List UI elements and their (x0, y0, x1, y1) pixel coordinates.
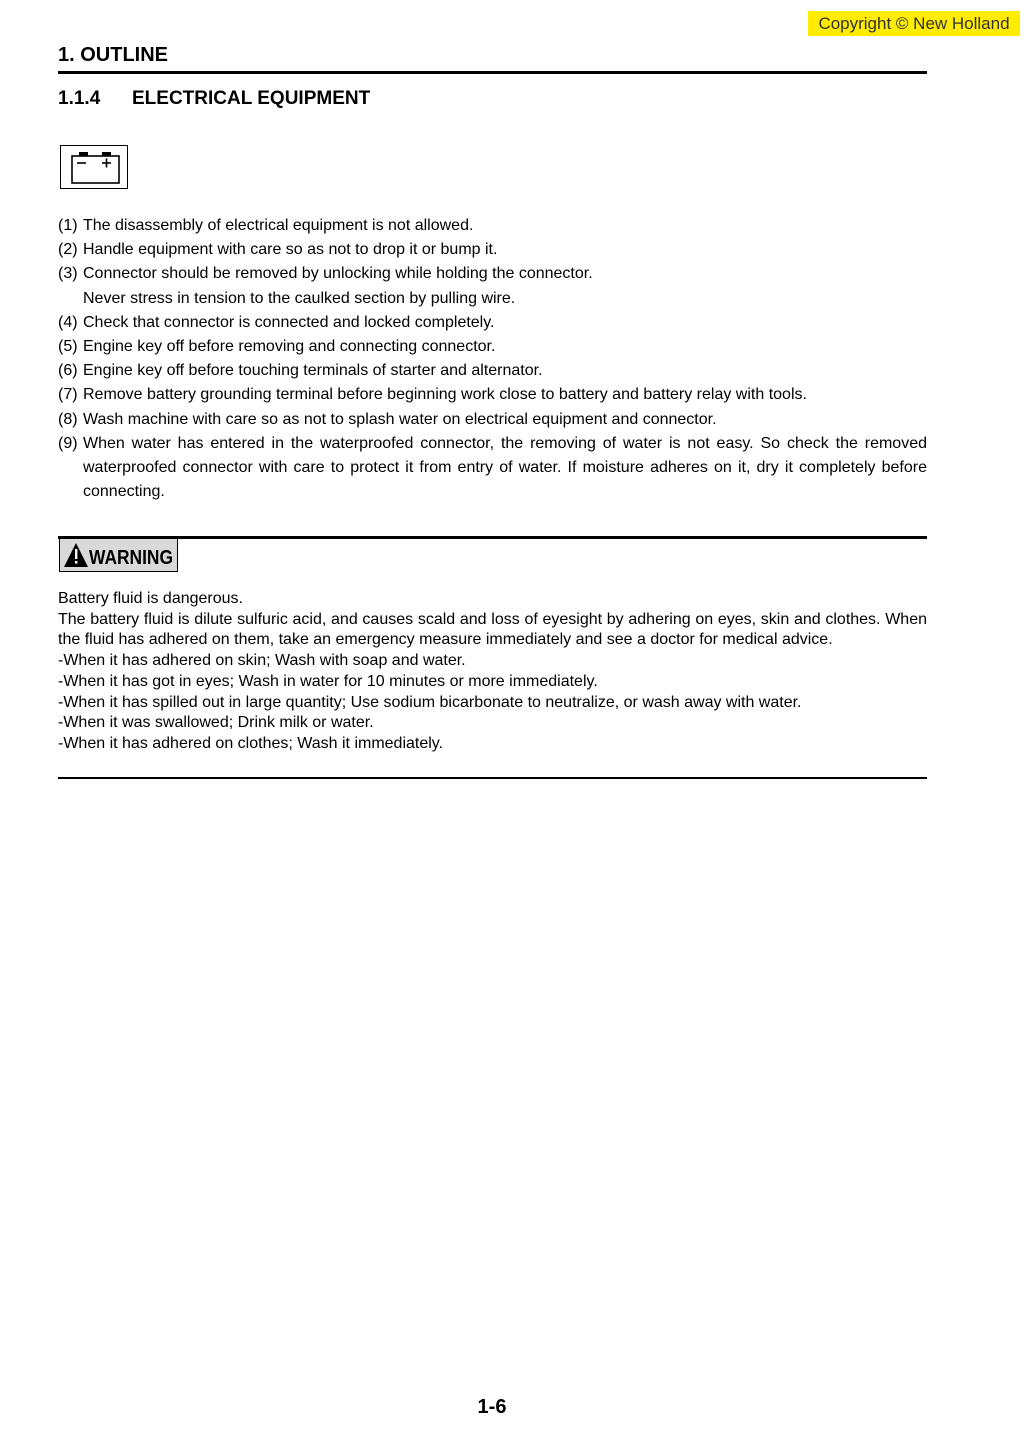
list-item (58, 432, 927, 505)
list-item-text: Engine key off before removing and connecting connector. (83, 338, 496, 356)
list-item (58, 359, 927, 383)
chapter-divider (58, 71, 927, 74)
list-item-text: When water has entered in the waterproofed connector, the removing of water is not easy. So check the removed waterproofed connector with care to protect it from entry of water. If moisture adheres on it, dry it completely before connecting. (83, 434, 927, 501)
list-item-number: (4) (58, 313, 78, 331)
warning-divider-bottom (58, 777, 927, 779)
warning-text (58, 589, 927, 755)
warning-measure: -When it has got in eyes; Wash in water for 10 minutes or more immediately. (58, 672, 598, 690)
list-item (58, 238, 927, 262)
copyright-notice: Copyright © New Holland (808, 11, 1020, 36)
warning-divider-top (58, 536, 927, 539)
section-number: 1.1.4 (58, 88, 101, 109)
warning-measure: -When it has adhered on skin; Wash with soap and water. (58, 652, 466, 670)
list-item (58, 287, 927, 311)
list-item-number: (8) (58, 410, 78, 428)
list-item (58, 214, 927, 238)
list-item-text: The disassembly of electrical equipment is not allowed. (83, 217, 474, 234)
list-item (58, 335, 927, 359)
page-number: 1-6 (477, 1396, 507, 1418)
list-item-number: (7) (58, 386, 78, 404)
list-item-number: (3) (58, 265, 78, 283)
list-item-text: Engine key off before touching terminals of starter and alternator. (83, 362, 543, 380)
warning-measure: -When it was swallowed; Drink milk or water. (58, 714, 374, 732)
list-item-text: Connector should be removed by unlocking while holding the connector. (83, 265, 593, 283)
list-item (58, 311, 927, 335)
instruction-list (58, 214, 927, 504)
list-item-number: (2) (58, 241, 78, 259)
warning-badge (59, 538, 178, 572)
list-item-text: Wash machine with care so as not to splash water on electrical equipment and connector. (83, 410, 717, 428)
list-item-number (58, 287, 83, 311)
warning-measure: -When it has adhered on clothes; Wash it immediately. (58, 734, 444, 752)
section-title: ELECTRICAL EQUIPMENT (132, 88, 371, 109)
list-item-number: (5) (58, 338, 78, 356)
warning-label: WARNING (89, 547, 173, 569)
chapter-title: 1. OUTLINE (58, 44, 169, 66)
list-item-number: (6) (58, 362, 78, 380)
warning-heading: Battery fluid is dangerous. (58, 590, 243, 607)
list-item-text: Never stress in tension to the caulked section by pulling wire. (83, 289, 516, 307)
warning-measures (58, 651, 927, 755)
list-item (58, 383, 927, 407)
list-item-number: (9) (58, 434, 78, 452)
list-item-text: Remove battery grounding terminal before beginning work close to battery and battery relay with tools. (83, 386, 807, 404)
warning-measure: -When it has spilled out in large quantity; Use sodium bicarbonate to neutralize, or wash away with water. (58, 693, 802, 711)
list-item-number: (1) (58, 217, 78, 234)
list-item-text: Check that connector is connected and locked completely. (83, 313, 495, 331)
warning-body: The battery fluid is dilute sulfuric acid, and causes scald and loss of eyesight by adhering on eyes, skin and clothes. When the fluid has adhered on them, take an emergency measure immediately and see a doctor for medical advice. (58, 610, 927, 649)
list-item (58, 262, 927, 286)
section-heading (58, 88, 370, 110)
list-item-text: Handle equipment with care so as not to drop it or bump it. (83, 241, 498, 259)
list-item (58, 408, 927, 432)
battery-icon (60, 145, 128, 189)
